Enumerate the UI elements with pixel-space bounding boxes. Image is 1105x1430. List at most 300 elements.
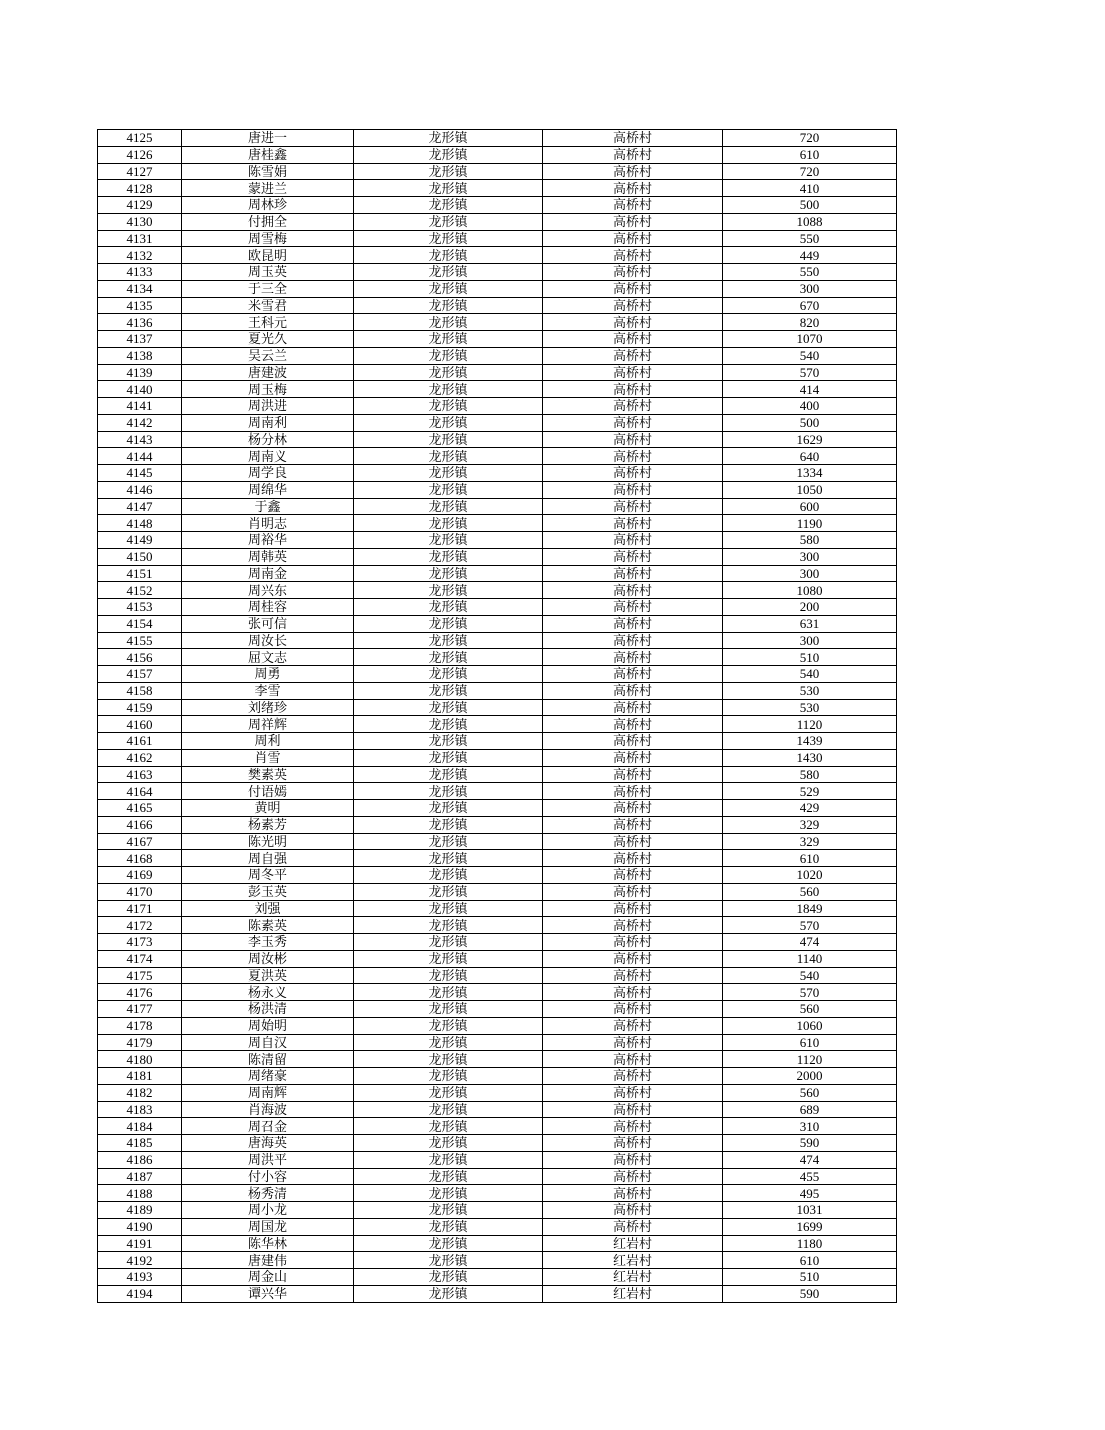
row-number-cell: 4151 [98, 565, 182, 582]
row-number-cell: 4184 [98, 1118, 182, 1135]
name-cell: 周勇 [182, 666, 354, 683]
village-cell: 高桥村 [543, 247, 723, 264]
village-cell: 高桥村 [543, 548, 723, 565]
town-cell: 龙形镇 [354, 1068, 543, 1085]
town-cell: 龙形镇 [354, 883, 543, 900]
village-cell: 高桥村 [543, 1068, 723, 1085]
town-cell: 龙形镇 [354, 1084, 543, 1101]
row-number-cell: 4134 [98, 280, 182, 297]
table-row [98, 565, 897, 582]
row-number-cell: 4139 [98, 364, 182, 381]
village-cell: 红岩村 [543, 1285, 723, 1302]
amount-cell: 820 [723, 314, 897, 331]
table-row [98, 850, 897, 867]
row-number-cell: 4128 [98, 180, 182, 197]
row-number-cell: 4183 [98, 1101, 182, 1118]
town-cell: 龙形镇 [354, 900, 543, 917]
name-cell: 谭兴华 [182, 1285, 354, 1302]
town-cell: 龙形镇 [354, 632, 543, 649]
name-cell: 肖明志 [182, 515, 354, 532]
table-row [98, 883, 897, 900]
name-cell: 周利 [182, 733, 354, 750]
name-cell: 肖雪 [182, 749, 354, 766]
village-cell: 高桥村 [543, 180, 723, 197]
table-row [98, 599, 897, 616]
table-row [98, 448, 897, 465]
name-cell: 陈雪娟 [182, 163, 354, 180]
name-cell: 周小龙 [182, 1202, 354, 1219]
row-number-cell: 4173 [98, 934, 182, 951]
name-cell: 杨素芳 [182, 816, 354, 833]
village-cell: 高桥村 [543, 1017, 723, 1034]
village-cell: 高桥村 [543, 699, 723, 716]
table-row [98, 1168, 897, 1185]
town-cell: 龙形镇 [354, 197, 543, 214]
village-cell: 高桥村 [543, 766, 723, 783]
town-cell: 龙形镇 [354, 867, 543, 884]
name-cell: 周韩英 [182, 548, 354, 565]
row-number-cell: 4176 [98, 984, 182, 1001]
name-cell: 李玉秀 [182, 934, 354, 951]
town-cell: 龙形镇 [354, 448, 543, 465]
name-cell: 樊素英 [182, 766, 354, 783]
town-cell: 龙形镇 [354, 1202, 543, 1219]
town-cell: 龙形镇 [354, 1151, 543, 1168]
town-cell: 龙形镇 [354, 1235, 543, 1252]
name-cell: 周金山 [182, 1269, 354, 1286]
row-number-cell: 4157 [98, 666, 182, 683]
amount-cell: 670 [723, 297, 897, 314]
town-cell: 龙形镇 [354, 398, 543, 415]
table-row [98, 364, 897, 381]
name-cell: 陈华林 [182, 1235, 354, 1252]
table-row [98, 867, 897, 884]
town-cell: 龙形镇 [354, 1001, 543, 1018]
village-cell: 高桥村 [543, 230, 723, 247]
amount-cell: 610 [723, 146, 897, 163]
amount-cell: 689 [723, 1101, 897, 1118]
town-cell: 龙形镇 [354, 130, 543, 147]
table-row [98, 381, 897, 398]
amount-cell: 500 [723, 414, 897, 431]
village-cell: 高桥村 [543, 1084, 723, 1101]
table-row [98, 146, 897, 163]
village-cell: 高桥村 [543, 364, 723, 381]
table-row [98, 548, 897, 565]
name-cell: 陈素英 [182, 917, 354, 934]
name-cell: 夏洪英 [182, 967, 354, 984]
name-cell: 周洪进 [182, 398, 354, 415]
table-row [98, 749, 897, 766]
table-row [98, 465, 897, 482]
village-cell: 高桥村 [543, 481, 723, 498]
amount-cell: 1629 [723, 431, 897, 448]
name-cell: 唐建波 [182, 364, 354, 381]
table-row [98, 1235, 897, 1252]
name-cell: 屈文志 [182, 649, 354, 666]
amount-cell: 720 [723, 130, 897, 147]
village-cell: 高桥村 [543, 967, 723, 984]
village-cell: 高桥村 [543, 1168, 723, 1185]
row-number-cell: 4135 [98, 297, 182, 314]
town-cell: 龙形镇 [354, 1034, 543, 1051]
amount-cell: 640 [723, 448, 897, 465]
amount-cell: 1849 [723, 900, 897, 917]
amount-cell: 200 [723, 599, 897, 616]
amount-cell: 610 [723, 850, 897, 867]
table-row [98, 833, 897, 850]
town-cell: 龙形镇 [354, 163, 543, 180]
name-cell: 刘强 [182, 900, 354, 917]
row-number-cell: 4158 [98, 682, 182, 699]
town-cell: 龙形镇 [354, 548, 543, 565]
row-number-cell: 4136 [98, 314, 182, 331]
name-cell: 彭玉英 [182, 883, 354, 900]
amount-cell: 400 [723, 398, 897, 415]
table-row [98, 347, 897, 364]
amount-cell: 1190 [723, 515, 897, 532]
amount-cell: 560 [723, 1001, 897, 1018]
name-cell: 于鑫 [182, 498, 354, 515]
name-cell: 周自强 [182, 850, 354, 867]
row-number-cell: 4154 [98, 615, 182, 632]
amount-cell: 495 [723, 1185, 897, 1202]
town-cell: 龙形镇 [354, 230, 543, 247]
amount-cell: 529 [723, 783, 897, 800]
table-row [98, 783, 897, 800]
row-number-cell: 4137 [98, 331, 182, 348]
table-row [98, 130, 897, 147]
table-row [98, 314, 897, 331]
amount-cell: 1070 [723, 331, 897, 348]
town-cell: 龙形镇 [354, 515, 543, 532]
name-cell: 于三全 [182, 280, 354, 297]
village-cell: 高桥村 [543, 431, 723, 448]
village-cell: 高桥村 [543, 716, 723, 733]
table-row [98, 297, 897, 314]
row-number-cell: 4168 [98, 850, 182, 867]
amount-cell: 1080 [723, 582, 897, 599]
amount-cell: 455 [723, 1168, 897, 1185]
town-cell: 龙形镇 [354, 532, 543, 549]
town-cell: 龙形镇 [354, 582, 543, 599]
name-cell: 周祥辉 [182, 716, 354, 733]
row-number-cell: 4127 [98, 163, 182, 180]
table-row [98, 699, 897, 716]
amount-cell: 540 [723, 967, 897, 984]
amount-cell: 600 [723, 498, 897, 515]
table-row [98, 1051, 897, 1068]
amount-cell: 474 [723, 1151, 897, 1168]
town-cell: 龙形镇 [354, 1269, 543, 1286]
amount-cell: 570 [723, 917, 897, 934]
amount-cell: 590 [723, 1285, 897, 1302]
amount-cell: 329 [723, 816, 897, 833]
town-cell: 龙形镇 [354, 213, 543, 230]
town-cell: 龙形镇 [354, 180, 543, 197]
table-row [98, 1017, 897, 1034]
amount-cell: 414 [723, 381, 897, 398]
amount-cell: 449 [723, 247, 897, 264]
amount-cell: 1140 [723, 950, 897, 967]
data-table [97, 129, 897, 1303]
town-cell: 龙形镇 [354, 331, 543, 348]
table-row [98, 733, 897, 750]
village-cell: 红岩村 [543, 1235, 723, 1252]
village-cell: 高桥村 [543, 1151, 723, 1168]
village-cell: 高桥村 [543, 465, 723, 482]
row-number-cell: 4163 [98, 766, 182, 783]
name-cell: 刘绪珍 [182, 699, 354, 716]
table-row [98, 1101, 897, 1118]
village-cell: 高桥村 [543, 984, 723, 1001]
amount-cell: 610 [723, 1034, 897, 1051]
table-row [98, 984, 897, 1001]
table-row [98, 615, 897, 632]
name-cell: 李雪 [182, 682, 354, 699]
village-cell: 高桥村 [543, 917, 723, 934]
table-row [98, 1269, 897, 1286]
row-number-cell: 4172 [98, 917, 182, 934]
name-cell: 蒙进兰 [182, 180, 354, 197]
village-cell: 高桥村 [543, 398, 723, 415]
town-cell: 龙形镇 [354, 699, 543, 716]
row-number-cell: 4140 [98, 381, 182, 398]
row-number-cell: 4185 [98, 1135, 182, 1152]
table-row [98, 163, 897, 180]
table-row [98, 649, 897, 666]
name-cell: 肖海波 [182, 1101, 354, 1118]
amount-cell: 560 [723, 883, 897, 900]
row-number-cell: 4142 [98, 414, 182, 431]
row-number-cell: 4147 [98, 498, 182, 515]
village-cell: 高桥村 [543, 733, 723, 750]
amount-cell: 1334 [723, 465, 897, 482]
row-number-cell: 4138 [98, 347, 182, 364]
amount-cell: 610 [723, 1252, 897, 1269]
name-cell: 周南义 [182, 448, 354, 465]
village-cell: 高桥村 [543, 1185, 723, 1202]
village-cell: 高桥村 [543, 1001, 723, 1018]
row-number-cell: 4190 [98, 1218, 182, 1235]
village-cell: 高桥村 [543, 950, 723, 967]
table-row [98, 582, 897, 599]
village-cell: 高桥村 [543, 1101, 723, 1118]
village-cell: 高桥村 [543, 883, 723, 900]
row-number-cell: 4126 [98, 146, 182, 163]
town-cell: 龙形镇 [354, 967, 543, 984]
town-cell: 龙形镇 [354, 364, 543, 381]
table-row [98, 264, 897, 281]
name-cell: 周始明 [182, 1017, 354, 1034]
village-cell: 高桥村 [543, 331, 723, 348]
row-number-cell: 4152 [98, 582, 182, 599]
town-cell: 龙形镇 [354, 749, 543, 766]
table-row [98, 816, 897, 833]
town-cell: 龙形镇 [354, 649, 543, 666]
table-row [98, 632, 897, 649]
table-row [98, 398, 897, 415]
name-cell: 唐海英 [182, 1135, 354, 1152]
amount-cell: 580 [723, 766, 897, 783]
name-cell: 陈清留 [182, 1051, 354, 1068]
town-cell: 龙形镇 [354, 1252, 543, 1269]
table-row [98, 230, 897, 247]
name-cell: 付语嫣 [182, 783, 354, 800]
row-number-cell: 4131 [98, 230, 182, 247]
name-cell: 周雪梅 [182, 230, 354, 247]
amount-cell: 300 [723, 548, 897, 565]
table-row [98, 917, 897, 934]
row-number-cell: 4193 [98, 1269, 182, 1286]
name-cell: 周召金 [182, 1118, 354, 1135]
village-cell: 高桥村 [543, 934, 723, 951]
village-cell: 高桥村 [543, 900, 723, 917]
village-cell: 高桥村 [543, 448, 723, 465]
row-number-cell: 4130 [98, 213, 182, 230]
village-cell: 高桥村 [543, 213, 723, 230]
row-number-cell: 4161 [98, 733, 182, 750]
name-cell: 周玉英 [182, 264, 354, 281]
amount-cell: 1699 [723, 1218, 897, 1235]
table-row [98, 1285, 897, 1302]
village-cell: 高桥村 [543, 749, 723, 766]
name-cell: 唐进一 [182, 130, 354, 147]
row-number-cell: 4175 [98, 967, 182, 984]
name-cell: 杨永义 [182, 984, 354, 1001]
town-cell: 龙形镇 [354, 1118, 543, 1135]
table-row [98, 1001, 897, 1018]
table-row [98, 180, 897, 197]
amount-cell: 540 [723, 666, 897, 683]
amount-cell: 300 [723, 280, 897, 297]
town-cell: 龙形镇 [354, 716, 543, 733]
amount-cell: 1120 [723, 1051, 897, 1068]
village-cell: 高桥村 [543, 833, 723, 850]
row-number-cell: 4150 [98, 548, 182, 565]
town-cell: 龙形镇 [354, 783, 543, 800]
amount-cell: 1050 [723, 481, 897, 498]
name-cell: 欧昆明 [182, 247, 354, 264]
village-cell: 高桥村 [543, 850, 723, 867]
village-cell: 高桥村 [543, 347, 723, 364]
town-cell: 龙形镇 [354, 917, 543, 934]
row-number-cell: 4194 [98, 1285, 182, 1302]
row-number-cell: 4186 [98, 1151, 182, 1168]
village-cell: 高桥村 [543, 565, 723, 582]
village-cell: 高桥村 [543, 1202, 723, 1219]
village-cell: 高桥村 [543, 582, 723, 599]
village-cell: 高桥村 [543, 783, 723, 800]
village-cell: 高桥村 [543, 867, 723, 884]
town-cell: 龙形镇 [354, 247, 543, 264]
table-row [98, 682, 897, 699]
amount-cell: 1031 [723, 1202, 897, 1219]
town-cell: 龙形镇 [354, 850, 543, 867]
name-cell: 周汝彬 [182, 950, 354, 967]
name-cell: 杨秀清 [182, 1185, 354, 1202]
village-cell: 红岩村 [543, 1269, 723, 1286]
village-cell: 高桥村 [543, 800, 723, 817]
village-cell: 高桥村 [543, 1135, 723, 1152]
table-row [98, 515, 897, 532]
amount-cell: 300 [723, 565, 897, 582]
row-number-cell: 4171 [98, 900, 182, 917]
village-cell: 高桥村 [543, 532, 723, 549]
town-cell: 龙形镇 [354, 615, 543, 632]
table-row [98, 1202, 897, 1219]
name-cell: 吴云兰 [182, 347, 354, 364]
town-cell: 龙形镇 [354, 1017, 543, 1034]
table-row [98, 1084, 897, 1101]
table-row [98, 532, 897, 549]
row-number-cell: 4133 [98, 264, 182, 281]
name-cell: 陈光明 [182, 833, 354, 850]
table-row [98, 1218, 897, 1235]
town-cell: 龙形镇 [354, 1051, 543, 1068]
town-cell: 龙形镇 [354, 314, 543, 331]
village-cell: 高桥村 [543, 515, 723, 532]
table-row [98, 481, 897, 498]
table-row [98, 1185, 897, 1202]
name-cell: 杨分林 [182, 431, 354, 448]
name-cell: 周林珍 [182, 197, 354, 214]
table-row [98, 247, 897, 264]
table-row [98, 1118, 897, 1135]
row-number-cell: 4180 [98, 1051, 182, 1068]
row-number-cell: 4167 [98, 833, 182, 850]
amount-cell: 570 [723, 984, 897, 1001]
village-cell: 高桥村 [543, 816, 723, 833]
name-cell: 周绵华 [182, 481, 354, 498]
row-number-cell: 4148 [98, 515, 182, 532]
amount-cell: 530 [723, 682, 897, 699]
village-cell: 高桥村 [543, 314, 723, 331]
village-cell: 高桥村 [543, 1051, 723, 1068]
amount-cell: 1088 [723, 213, 897, 230]
village-cell: 高桥村 [543, 297, 723, 314]
table-row [98, 1252, 897, 1269]
amount-cell: 631 [723, 615, 897, 632]
town-cell: 龙形镇 [354, 1101, 543, 1118]
town-cell: 龙形镇 [354, 766, 543, 783]
town-cell: 龙形镇 [354, 381, 543, 398]
name-cell: 付小容 [182, 1168, 354, 1185]
town-cell: 龙形镇 [354, 984, 543, 1001]
village-cell: 高桥村 [543, 599, 723, 616]
table-row [98, 431, 897, 448]
table-row [98, 900, 897, 917]
row-number-cell: 4181 [98, 1068, 182, 1085]
name-cell: 周桂容 [182, 599, 354, 616]
table-row [98, 950, 897, 967]
town-cell: 龙形镇 [354, 1285, 543, 1302]
row-number-cell: 4159 [98, 699, 182, 716]
name-cell: 周兴东 [182, 582, 354, 599]
row-number-cell: 4188 [98, 1185, 182, 1202]
table-row [98, 1034, 897, 1051]
row-number-cell: 4144 [98, 448, 182, 465]
amount-cell: 510 [723, 649, 897, 666]
table-row [98, 197, 897, 214]
name-cell: 周绪豪 [182, 1068, 354, 1085]
name-cell: 周南金 [182, 565, 354, 582]
row-number-cell: 4155 [98, 632, 182, 649]
amount-cell: 474 [723, 934, 897, 951]
town-cell: 龙形镇 [354, 565, 543, 582]
amount-cell: 329 [723, 833, 897, 850]
row-number-cell: 4141 [98, 398, 182, 415]
